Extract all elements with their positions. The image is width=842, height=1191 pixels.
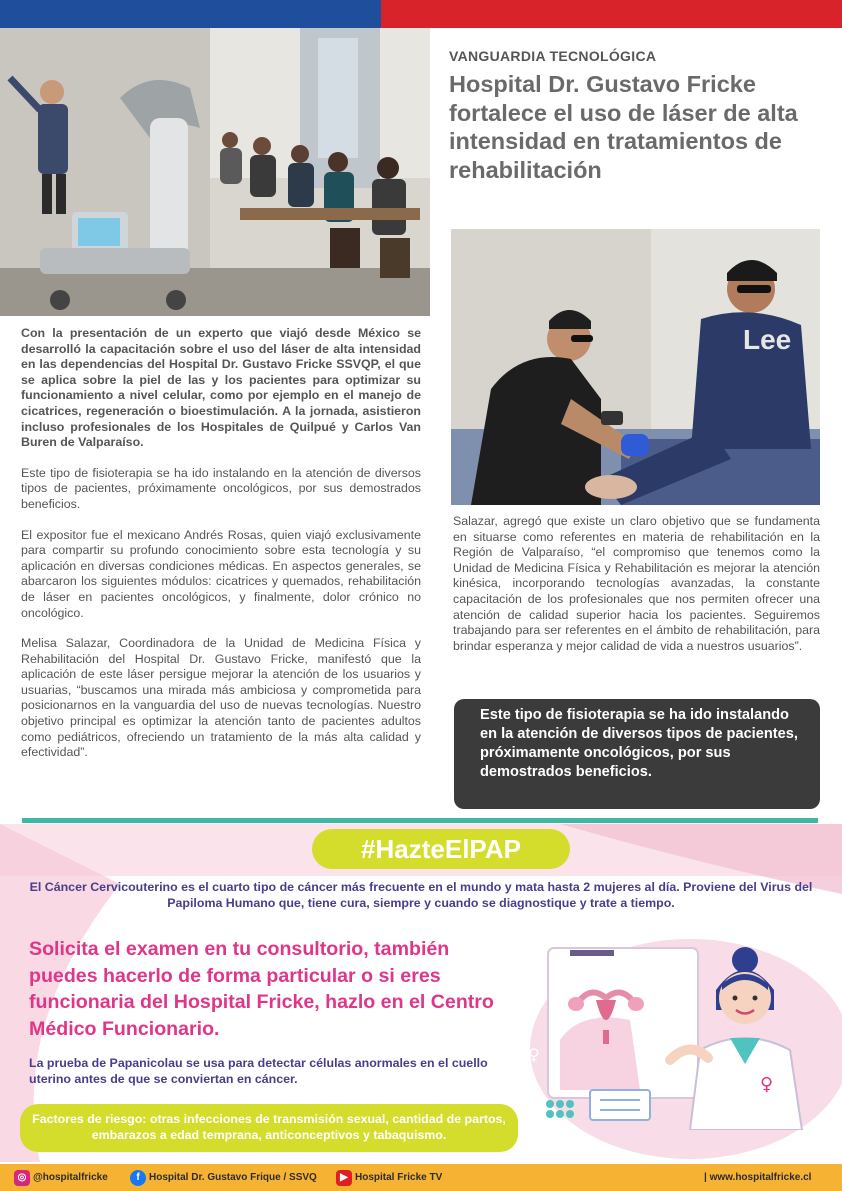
svg-text:♀: ♀ bbox=[760, 1074, 774, 1095]
footer-youtube[interactable] bbox=[336, 1164, 442, 1191]
article-paragraph-3: El expositor fue el mexicano Andrés Rosas, quien viajó exclusivamente para compartir su profundo conocimiento sobre esta tecnología y su aplicación en diversas condiciones médicas. En aspectos generales, se abarcaron los siguientes módulos: cicatrices y quemados, rehabilitación de láser en pacientes oncológicos, y finalmente, dolor crónico no oncológico. bbox=[21, 527, 421, 620]
website-url: | www.hospitalfricke.cl bbox=[704, 1172, 812, 1183]
section-kicker: VANGUARDIA TECNOLÓGICA bbox=[449, 48, 657, 64]
footer-website[interactable] bbox=[704, 1164, 811, 1191]
campaign-call-to-action: Solicita el examen en tu consultorio, también puedes hacerlo de forma particular o si eres funcionaria del Hospital Fricke, hazlo en el Centro Médico Funcionario. bbox=[29, 938, 494, 1040]
doctor-illustration-art bbox=[520, 940, 830, 1130]
top-bar-red bbox=[381, 0, 842, 28]
instagram-handle: @hospitalfricke bbox=[33, 1172, 108, 1183]
doctor-illustration bbox=[520, 940, 830, 1130]
treatment-photo bbox=[451, 229, 820, 505]
article-paragraph-2: Este tipo de fisioterapia se ha ido instalando en la atención de diversos tipos de pacientes, próximamente oncológicos, por sus demostrados beneficios. bbox=[21, 465, 421, 511]
svg-text:Lee: Lee bbox=[743, 324, 792, 355]
treatment-photo-illustration bbox=[451, 229, 820, 505]
training-photo-illustration bbox=[0, 28, 430, 316]
risk-factors-box bbox=[20, 1104, 518, 1152]
risk-factors-text: Factores de riesgo: otras infecciones de transmisión sexual, cantidad de partos, embarazos a edad temprana, anticonceptivos y tabaquismo. bbox=[32, 1112, 506, 1142]
article-left-column bbox=[21, 326, 421, 761]
svg-text:♀: ♀ bbox=[528, 1045, 540, 1064]
section-divider bbox=[22, 818, 818, 823]
campaign-hashtag: #HazteElPAP bbox=[312, 829, 570, 869]
article-paragraph-5: Salazar, agregó que existe un claro objetivo que se fundamenta en situarse como referentes en materia de rehabilitación en la Región de Valparaíso, “el compromiso que tenemos como la Unidad de Medicina Física y Rehabilitación es mejorar la atención kinésica, incorporando tecnologías avanzadas, la constante capacitación de los profesionales que nos permiten ofrecer una atención de calidad superior hacia los pacientes. Seguiremos trabajando para ser referentes en el ámbito de rehabilitación, para brindar esperanza y mejor calidad de vida a nuestros usuarios”. bbox=[453, 514, 820, 653]
youtube-icon: ▶ bbox=[336, 1170, 352, 1186]
top-bar-blue bbox=[0, 0, 381, 28]
article-headline: Hospital Dr. Gustavo Fricke fortalece el uso de láser de alta intensidad en tratamientos de rehabilitación bbox=[449, 71, 798, 183]
instagram-icon: ◎ bbox=[14, 1170, 30, 1186]
training-photo bbox=[0, 28, 430, 316]
campaign-intro: El Cáncer Cervicouterino es el cuarto tipo de cáncer más frecuente en el mundo y mata hasta 2 mujeres al día. Proviene del Virus del Papiloma Humano que, tiene cura, siempre y cuando se diagnostique y trate a tiempo. bbox=[29, 880, 813, 910]
footer-facebook[interactable] bbox=[130, 1164, 317, 1191]
article-lead-paragraph: Con la presentación de un experto que viajó desde México se desarrolló la capacitación sobre el uso del láser de alta intensidad en las dependencias del Hospital Dr. Gustavo Fricke SSVQP, el que se aplica sobre la piel de las y los pacientes para optimizar su funcionamiento a nivel celular, como por ejemplo en el manejo de cicatrices, regeneración o bioestimulación. A la jornada, asistieron incluso profesionales de los Hospitales de Quilpué y Carlos Van Buren de Valparaíso. bbox=[21, 326, 421, 450]
facebook-page: Hospital Dr. Gustavo Frique / SSVQ bbox=[149, 1172, 317, 1183]
svg-text:✚: ✚ bbox=[660, 1025, 679, 1050]
article-right-column bbox=[453, 514, 820, 654]
footer-instagram[interactable] bbox=[14, 1164, 108, 1191]
footer-bar bbox=[0, 1164, 842, 1191]
papanicolau-info: La prueba de Papanicolau se usa para detectar células anormales en el cuello uterino antes de que se conviertan en cáncer. bbox=[29, 1056, 488, 1087]
pull-quote-text: Este tipo de fisioterapia se ha ido instalando en la atención de diversos tipos de pacientes, próximamente oncológicos, por sus demostrados beneficios. bbox=[480, 707, 798, 780]
article-paragraph-4: Melisa Salazar, Coordinadora de la Unidad de Medicina Física y Rehabilitación del Hospital Dr. Gustavo Fricke, manifestó que la aplicación de este láser persigue mejorar la atención de los usuarios y usuarias, “buscamos una mirada más ambiciosa y comprometida para posicionarnos en la vanguardia del uso de nuevas tecnologías. Nuestro objetivo principal es optimizar la atención tanto de pacientes adultos como pediátricos, ofreciendo un tratamiento de la más alta calidad y efectividad”. bbox=[21, 636, 421, 760]
youtube-channel: Hospital Fricke TV bbox=[355, 1172, 443, 1183]
pull-quote bbox=[454, 699, 820, 809]
facebook-icon: f bbox=[130, 1170, 146, 1186]
